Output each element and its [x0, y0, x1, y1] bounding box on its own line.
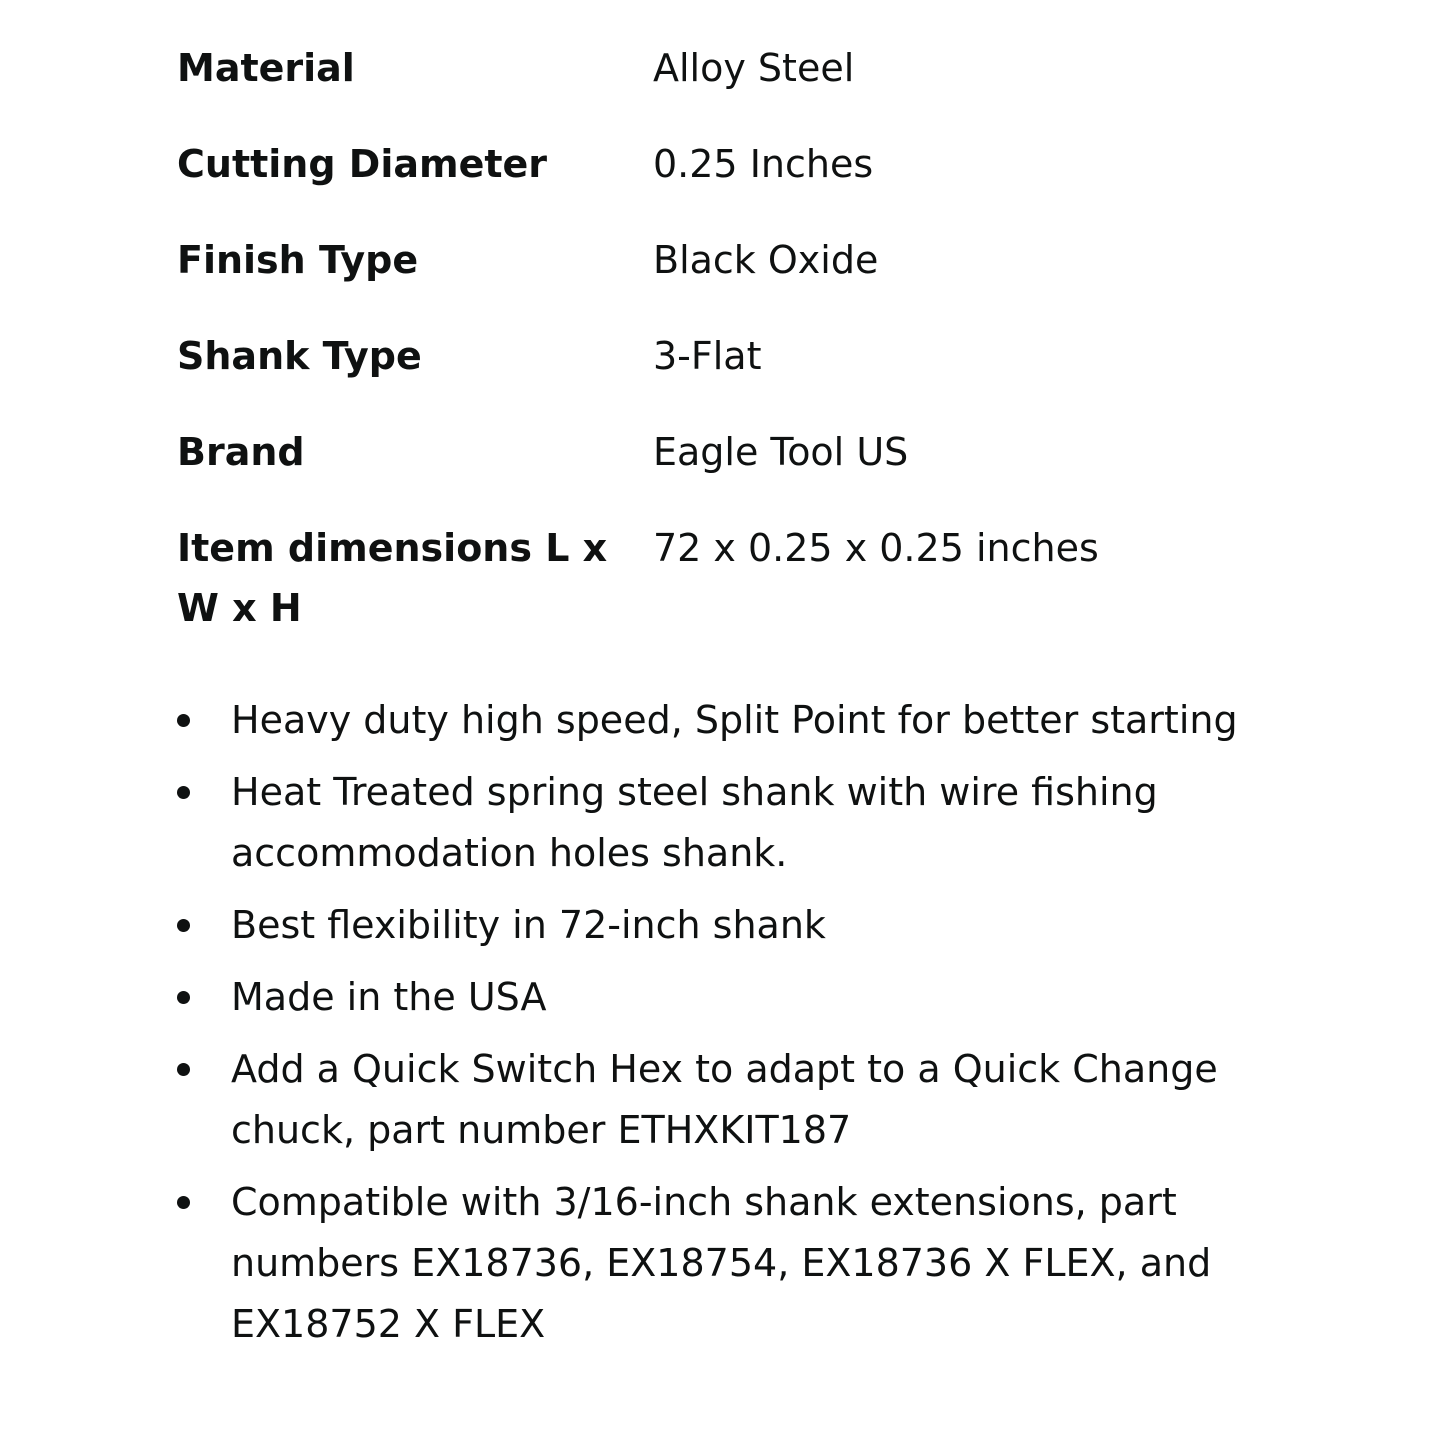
bullet-item [177, 762, 1257, 884]
spec-row-shank-type [177, 326, 1277, 386]
spec-table [177, 38, 1277, 638]
spec-label: Brand [177, 430, 305, 474]
bullet-text: Made in the USA [231, 975, 547, 1019]
spec-row-item-dimensions [177, 518, 1277, 638]
bullet-dot-icon [177, 919, 190, 932]
spec-value: Eagle Tool US [653, 430, 909, 474]
spec-label: Cutting Diameter [177, 142, 548, 186]
bullet-text: Best flexibility in 72-inch shank [231, 903, 826, 947]
spec-row-finish-type [177, 230, 1277, 290]
bullet-text: Heavy duty high speed, Split Point for better starting [231, 698, 1238, 742]
spec-label: Material [177, 46, 355, 90]
spec-row-material [177, 38, 1277, 98]
bullet-dot-icon [177, 1063, 190, 1076]
spec-row-brand [177, 422, 1277, 482]
spec-label: Item dimensions L x W x H [177, 526, 608, 630]
spec-row-cutting-diameter [177, 134, 1277, 194]
spec-value: Alloy Steel [653, 46, 855, 90]
product-details [177, 0, 1277, 1366]
feature-bullets [177, 690, 1257, 1355]
bullet-text: Add a Quick Switch Hex to adapt to a Quick Change chuck, part number ETHXKIT187 [231, 1047, 1218, 1152]
spec-label: Finish Type [177, 238, 419, 282]
bullet-dot-icon [177, 714, 190, 727]
bullet-item [177, 895, 1257, 956]
bullet-item [177, 690, 1257, 751]
spec-value: 72 x 0.25 x 0.25 inches [653, 526, 1099, 570]
bullet-dot-icon [177, 991, 190, 1004]
spec-label: Shank Type [177, 334, 422, 378]
bullet-item [177, 1172, 1257, 1355]
bullet-text: Heat Treated spring steel shank with wire fishing accommodation holes shank. [231, 770, 1158, 875]
spec-value: 0.25 Inches [653, 142, 874, 186]
spec-value: Black Oxide [653, 238, 879, 282]
bullet-item [177, 1039, 1257, 1161]
bullet-text: Compatible with 3/16-inch shank extensions, part numbers EX18736, EX18754, EX18736 X FLEX, and EX18752 X FLEX [231, 1180, 1212, 1346]
bullet-dot-icon [177, 786, 190, 799]
spec-value: 3-Flat [653, 334, 762, 378]
bullet-item [177, 967, 1257, 1028]
bullet-dot-icon [177, 1196, 190, 1209]
